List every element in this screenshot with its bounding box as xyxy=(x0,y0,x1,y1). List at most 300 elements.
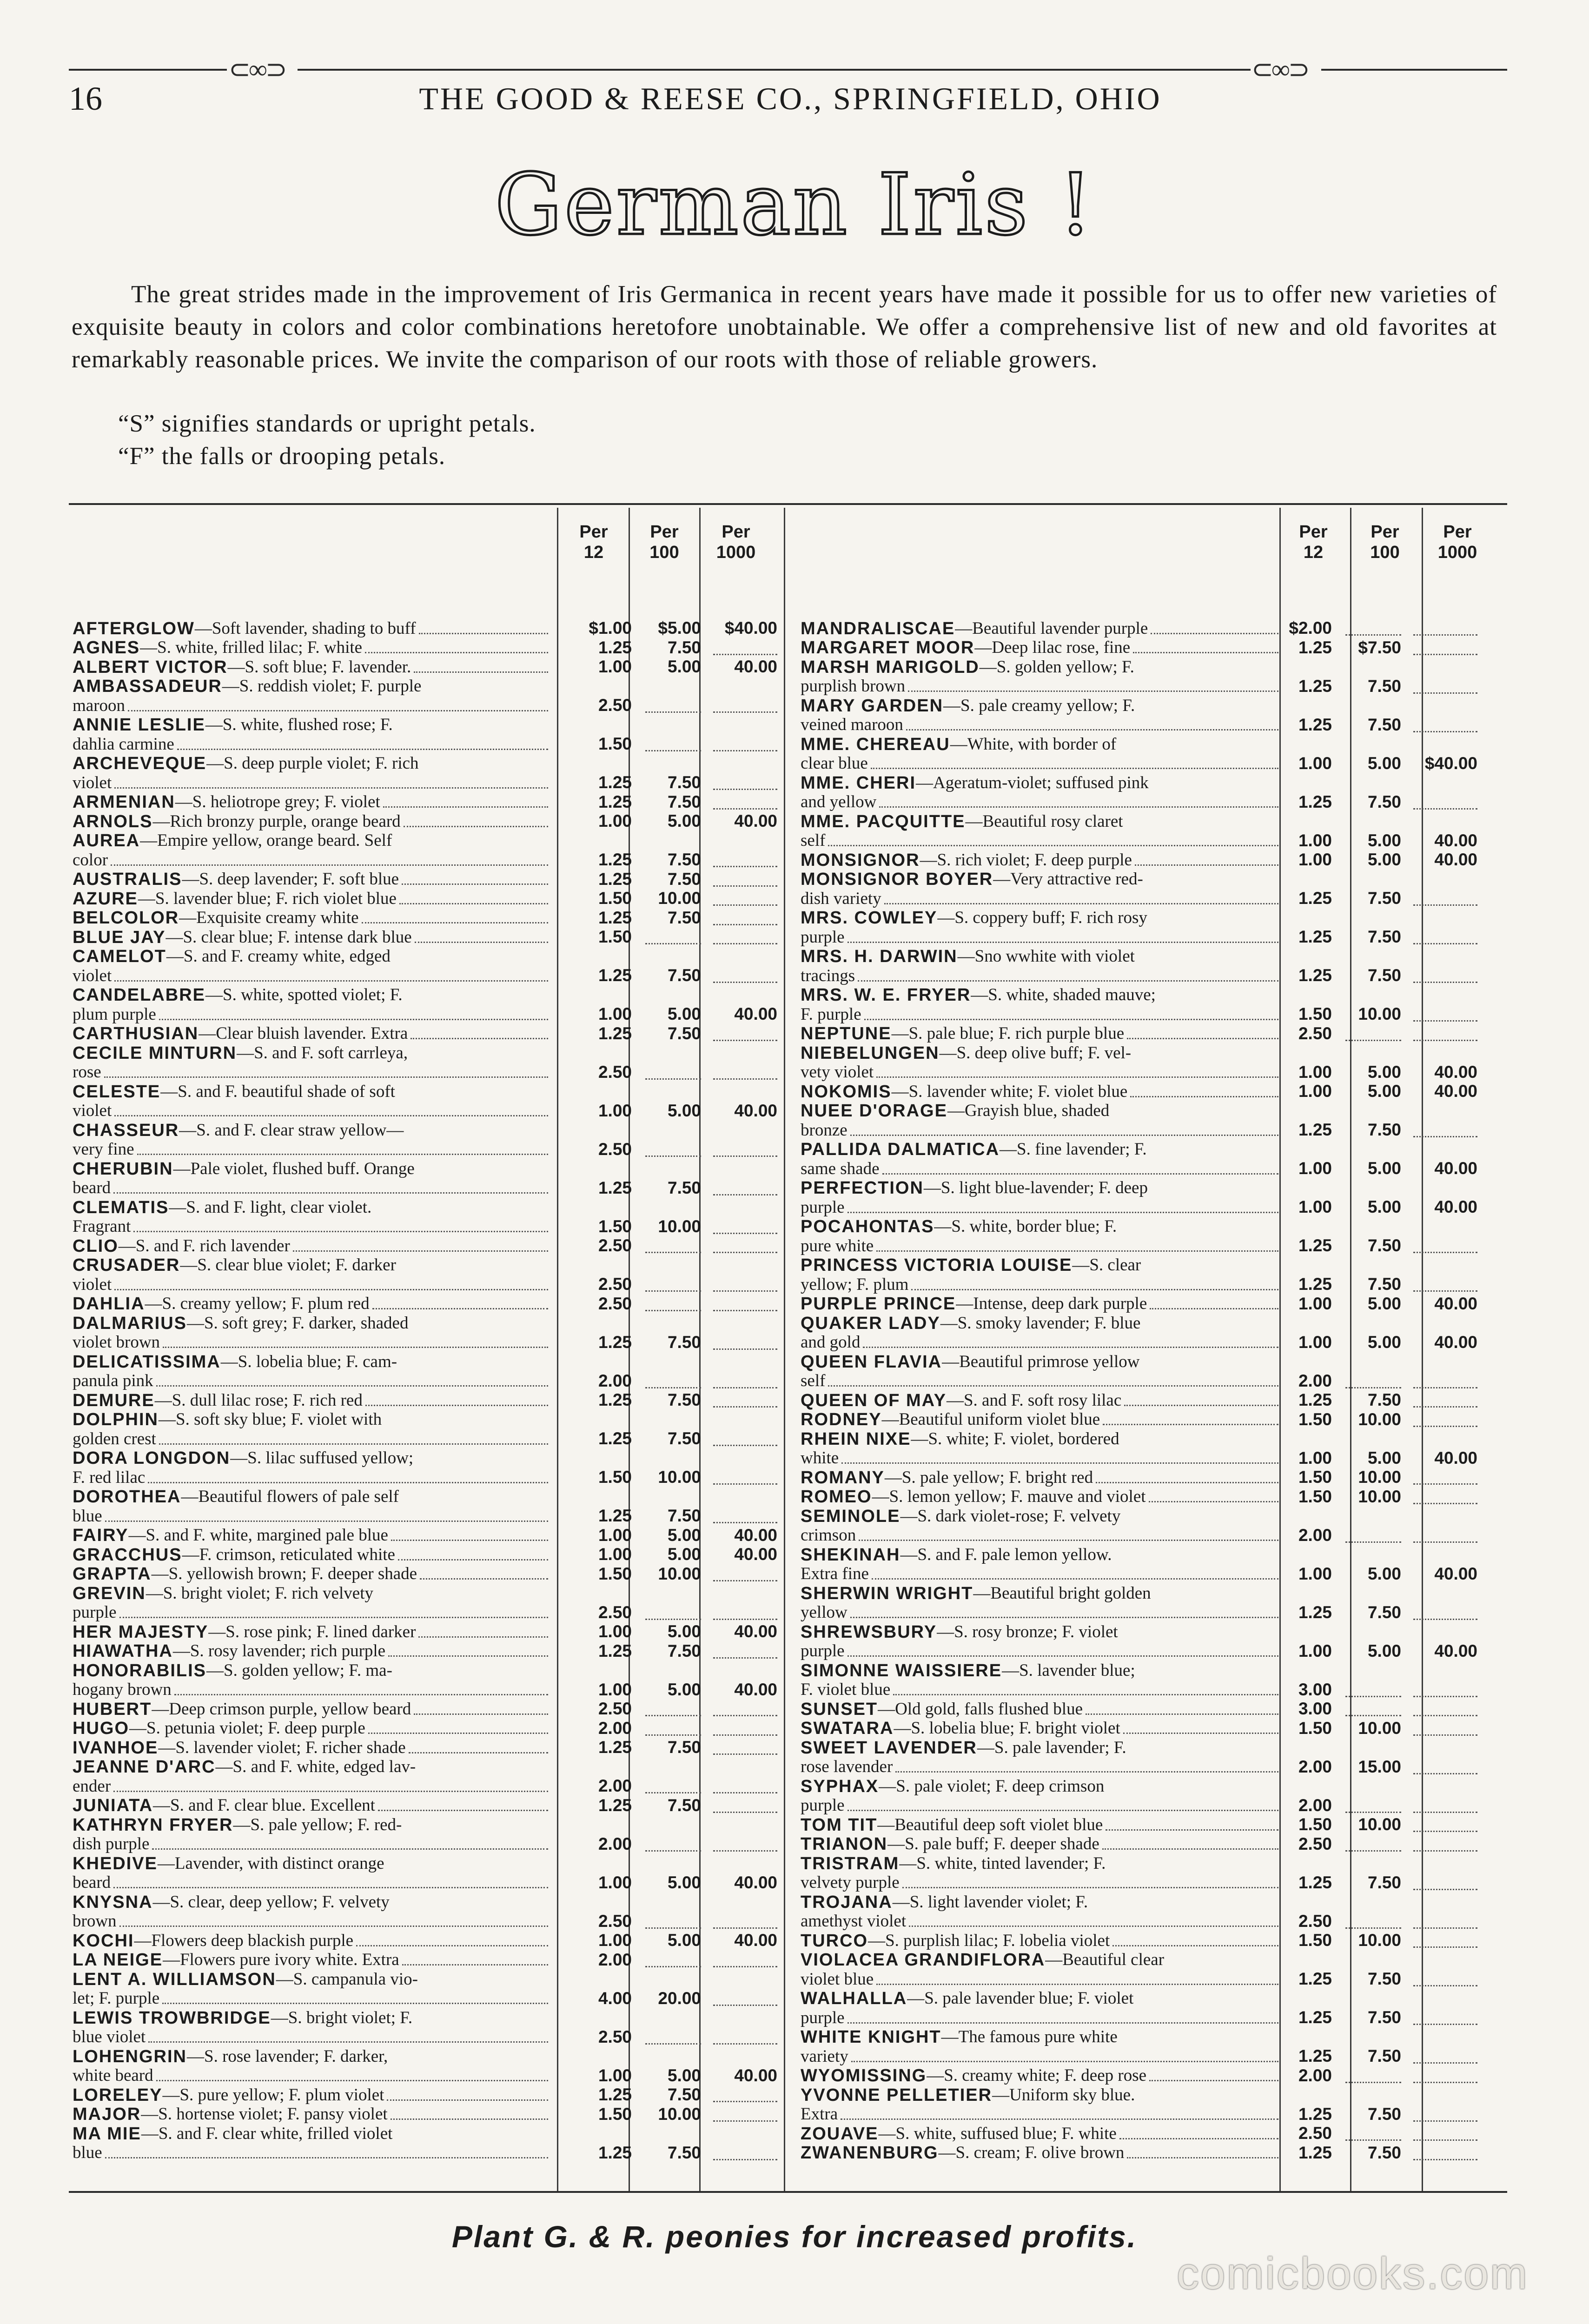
note-standards: “S” signifies standards or upright petals. xyxy=(118,410,536,437)
price-p1000: $40.00 xyxy=(724,618,777,637)
price-p100 xyxy=(1345,2136,1401,2141)
variety-name: CHASSEUR xyxy=(73,1120,179,1140)
entry-line xyxy=(801,1159,1279,1178)
leader-dots xyxy=(111,864,548,866)
price-p12: 1.25 xyxy=(1298,1275,1332,1294)
price-p1000 xyxy=(713,2001,777,2006)
entry-line xyxy=(801,754,1279,773)
price-p12: 2.00 xyxy=(1298,1371,1332,1390)
entry-line xyxy=(73,2143,549,2163)
price-p1000: 40.00 xyxy=(734,657,777,676)
variety-description: —Flowers pure ivory white. Extra xyxy=(163,1950,399,1969)
entry-description xyxy=(801,1719,1279,1738)
leader-dots xyxy=(414,1713,548,1715)
variety-description: —S. light lavender violet; F. xyxy=(892,1892,1088,1912)
variety-description: —S. pure yellow; F. plum violet xyxy=(162,2085,384,2105)
entry-description xyxy=(73,792,549,812)
price-p1000 xyxy=(713,1036,777,1041)
price-p1000 xyxy=(713,650,777,655)
price-p12: 1.25 xyxy=(1298,792,1332,811)
variety-description: golden crest xyxy=(73,1429,156,1448)
leader-dots xyxy=(851,2061,1278,2062)
variety-name: TOM TIT xyxy=(801,1815,878,1834)
entry-description xyxy=(801,696,1279,734)
variety-description: pure white xyxy=(801,1236,874,1255)
entry-description xyxy=(801,2085,1279,2124)
price-p1000 xyxy=(713,2039,777,2045)
variety-description: —Deep crimson purple, yellow beard xyxy=(152,1699,411,1719)
price-p1000 xyxy=(1413,1248,1477,1253)
price-p1000 xyxy=(713,2155,777,2160)
entry-description xyxy=(73,1024,549,1043)
variety-description: violet blue xyxy=(801,1969,874,1989)
price-p1000 xyxy=(1413,1499,1477,1504)
variety-name: SUNSET xyxy=(801,1699,878,1719)
variety-name: HUBERT xyxy=(73,1699,152,1719)
variety-description: violet brown xyxy=(73,1333,160,1352)
variety-description: —S. soft grey; F. darker, shaded xyxy=(186,1313,409,1333)
leader-dots xyxy=(177,749,548,750)
leader-dots xyxy=(119,1926,548,1927)
column-header-per100 xyxy=(634,522,695,563)
entry-description xyxy=(73,927,549,947)
entry-line xyxy=(801,618,1279,638)
variety-name: KATHRYN FRYER xyxy=(73,1815,233,1834)
price-p1000 xyxy=(713,1846,777,1852)
price-p1000 xyxy=(713,920,777,925)
leader-dots xyxy=(402,883,548,885)
price-p12: 1.25 xyxy=(1298,715,1332,734)
entry-line xyxy=(801,1101,1279,1121)
price-p12: 1.25 xyxy=(598,908,632,927)
leader-dots xyxy=(402,1964,548,1965)
leader-dots xyxy=(356,1945,548,1946)
note-falls: “F” the falls or drooping petals. xyxy=(118,443,446,470)
price-p1000 xyxy=(713,2117,777,2122)
variety-name: CAMELOT xyxy=(73,947,166,966)
variety-description: —S. cream; F. olive brown xyxy=(938,2143,1125,2162)
entry-line xyxy=(801,1796,1279,1815)
variety-description: F. purple xyxy=(801,1004,861,1024)
entry-line xyxy=(73,1796,549,1815)
variety-description: —S. white, frilled lilac; F. white xyxy=(140,638,363,657)
entry-description xyxy=(801,1043,1279,1082)
entry-line xyxy=(801,1255,1279,1275)
price-p100: 5.00 xyxy=(667,1545,701,1564)
price-p12: 1.25 xyxy=(598,792,632,811)
entry-line xyxy=(801,1815,1279,1834)
price-p100: 7.50 xyxy=(667,1738,701,1757)
entry-line xyxy=(801,1410,1279,1429)
leader-dots xyxy=(415,942,548,943)
leader-dots xyxy=(841,1462,1278,1464)
entry-line xyxy=(73,1487,549,1507)
price-p1000 xyxy=(713,1441,777,1446)
entry-description xyxy=(73,870,549,889)
leader-dots xyxy=(104,1076,548,1078)
entry-line xyxy=(73,1892,549,1912)
entry-line xyxy=(801,1699,1279,1719)
footer-slogan: Plant G. & R. peonies for increased profits. xyxy=(451,2219,1138,2254)
entry-line xyxy=(801,1313,1279,1333)
entry-line xyxy=(801,2124,1279,2143)
entry-description xyxy=(801,1313,1279,1352)
variety-name: YVONNE PELLETIER xyxy=(801,2085,993,2105)
leader-dots xyxy=(850,1135,1278,1136)
entry-line xyxy=(73,1159,549,1178)
entry-description xyxy=(73,908,549,928)
price-p12: 1.00 xyxy=(1298,1448,1332,1467)
variety-description: —S. deep olive buff; F. vel- xyxy=(939,1043,1132,1062)
price-p12: 1.25 xyxy=(1298,889,1332,908)
leader-dots xyxy=(1102,1848,1278,1850)
price-p100: 7.50 xyxy=(667,1023,701,1043)
entry-line xyxy=(801,1236,1279,1255)
entry-description xyxy=(73,1815,549,1853)
entry-line xyxy=(801,638,1279,657)
variety-description: —S. and F. pale lemon yellow. xyxy=(900,1545,1112,1564)
entry-line xyxy=(801,657,1279,677)
variety-name: SEMINOLE xyxy=(801,1506,900,1526)
variety-name: PALLIDA DALMATICA xyxy=(801,1140,1000,1159)
price-p1000 xyxy=(1413,689,1477,694)
variety-description: ender xyxy=(73,1776,111,1796)
price-p100: $5.00 xyxy=(658,618,701,637)
leader-dots xyxy=(893,1694,1278,1695)
entry-description xyxy=(801,870,1279,908)
entry-line xyxy=(801,2143,1279,2163)
price-p1000 xyxy=(1413,2117,1477,2122)
variety-description: —S. deep lavender; F. soft blue xyxy=(182,870,399,889)
variety-description: blue xyxy=(73,2143,102,2162)
leader-dots xyxy=(410,1038,548,1039)
price-p1000 xyxy=(713,1229,777,1234)
price-p100: 7.50 xyxy=(1367,1390,1401,1409)
variety-description: —S. pale lavender blue; F. violet xyxy=(907,1989,1134,2008)
column-header-text: 1000 xyxy=(1437,543,1477,562)
price-p100: 7.50 xyxy=(667,1429,701,1448)
price-p12: 1.00 xyxy=(1298,850,1332,869)
price-p12: 1.25 xyxy=(598,1641,632,1660)
entry-line xyxy=(73,754,549,773)
price-p1000 xyxy=(713,1383,777,1388)
price-p12: 1.25 xyxy=(1298,1602,1332,1622)
price-p12: 1.50 xyxy=(598,889,632,908)
entry-description xyxy=(801,1622,1279,1660)
price-p1000 xyxy=(1413,1943,1477,1948)
price-p1000: 40.00 xyxy=(734,2065,777,2085)
entry-description xyxy=(801,2143,1279,2163)
entry-description xyxy=(73,1738,549,1757)
price-p1000 xyxy=(713,1924,777,1929)
entry-description xyxy=(73,1390,549,1410)
variety-description: —S. and F. soft carrleya, xyxy=(237,1043,408,1062)
entry-line xyxy=(73,1757,549,1777)
entry-line xyxy=(801,947,1279,966)
variety-description: —S. pale violet; F. deep crimson xyxy=(879,1776,1105,1796)
price-p100 xyxy=(645,1846,701,1852)
price-p1000 xyxy=(713,1731,777,1736)
price-p12: 2.00 xyxy=(1298,1795,1332,1815)
price-p12: 1.00 xyxy=(598,2065,632,2085)
variety-name: AFTERGLOW xyxy=(73,618,195,638)
entry-line xyxy=(73,1140,549,1159)
entry-description xyxy=(73,1082,549,1120)
variety-name: NOKOMIS xyxy=(801,1082,892,1101)
price-p100: 5.00 xyxy=(667,1622,701,1641)
variety-description: —Beautiful flowers of pale self xyxy=(181,1487,399,1506)
variety-description: tracings xyxy=(801,966,855,985)
variety-name: DAHLIA xyxy=(73,1294,145,1313)
entry-line xyxy=(801,1776,1279,1796)
price-p12: 1.25 xyxy=(1298,1236,1332,1255)
column-header-text: 100 xyxy=(1370,543,1400,562)
entry-line xyxy=(73,1062,549,1082)
price-p12: 1.00 xyxy=(1298,1062,1332,1082)
price-p1000 xyxy=(1413,1827,1477,1832)
price-p100: 10.00 xyxy=(1358,1815,1401,1834)
price-p12: 1.50 xyxy=(1298,1409,1332,1429)
price-p1000 xyxy=(1413,2058,1477,2064)
price-p1000 xyxy=(1413,1615,1477,1620)
entry-line xyxy=(73,985,549,1005)
entry-line xyxy=(73,734,549,754)
variety-description: —S. and F. clear blue. Excellent xyxy=(153,1796,375,1815)
leader-dots xyxy=(162,2003,548,2004)
leader-dots xyxy=(148,2041,548,2043)
variety-name: KOCHI xyxy=(73,1931,134,1950)
variety-description: purple xyxy=(801,1641,845,1660)
entry-description xyxy=(73,2008,549,2046)
entry-line xyxy=(801,1719,1279,1738)
price-p100 xyxy=(1345,1846,1401,1852)
price-p100: 5.00 xyxy=(1367,1197,1401,1216)
price-p100: 5.00 xyxy=(667,811,701,830)
price-p12: 1.25 xyxy=(598,1429,632,1448)
entry-description xyxy=(801,638,1279,657)
variety-name: ALBERT VICTOR xyxy=(73,657,228,677)
variety-name: ZOUAVE xyxy=(801,2124,879,2143)
price-p12: 2.50 xyxy=(598,1275,632,1294)
entry-line xyxy=(73,1178,549,1198)
entry-line xyxy=(801,1294,1279,1314)
price-p12: 2.50 xyxy=(598,1911,632,1931)
entry-description xyxy=(801,1294,1279,1314)
variety-name: MME. CHERI xyxy=(801,773,916,792)
price-p12: 4.00 xyxy=(598,1988,632,2008)
variety-name: MME. CHEREAU xyxy=(801,734,950,754)
entry-line xyxy=(73,870,549,889)
leader-dots xyxy=(1149,2080,1278,2081)
entry-line xyxy=(73,1275,549,1294)
price-p1000 xyxy=(713,746,777,751)
entry-line xyxy=(73,2027,549,2047)
leader-dots xyxy=(908,691,1278,692)
price-p100: 7.50 xyxy=(667,2085,701,2104)
entry-description xyxy=(73,715,549,754)
leader-dots xyxy=(1135,864,1278,866)
column-header-text: Per xyxy=(1443,522,1472,542)
entry-line xyxy=(801,1757,1279,1777)
price-p100: 7.50 xyxy=(1367,966,1401,985)
variety-description: —S. pale buff; F. deeper shade xyxy=(887,1834,1099,1853)
entry-line xyxy=(73,1738,549,1757)
variety-name: DALMARIUS xyxy=(73,1313,187,1333)
header-ornament-left: ⊂∞⊃ xyxy=(229,55,285,84)
variety-name: FAIRY xyxy=(73,1526,129,1545)
price-p12: 1.25 xyxy=(598,1332,632,1352)
variety-description: —S. lobelia blue; F. cam- xyxy=(220,1352,397,1371)
variety-name: RODNEY xyxy=(801,1410,882,1429)
price-p12: 1.50 xyxy=(1298,1004,1332,1023)
variety-name: CLEMATIS xyxy=(73,1197,169,1217)
entry-line xyxy=(801,1545,1279,1564)
entry-line xyxy=(73,2105,549,2124)
variety-description: —S. hortense violet; F. pansy violet xyxy=(141,2105,388,2124)
entry-line xyxy=(73,1776,549,1796)
entry-line xyxy=(73,947,549,966)
entry-description xyxy=(73,1255,549,1294)
variety-description: blue violet xyxy=(73,2027,146,2046)
price-p1000: 40.00 xyxy=(734,1622,777,1641)
price-p1000 xyxy=(1413,1422,1477,1427)
entry-line xyxy=(73,1699,549,1719)
price-p100: 7.50 xyxy=(1367,2104,1401,2124)
variety-description: —S. heliotrope grey; F. violet xyxy=(175,792,380,811)
column-header-per12 xyxy=(563,522,624,563)
leader-dots xyxy=(152,1848,548,1850)
entry-line xyxy=(73,1853,549,1873)
entry-line xyxy=(73,850,549,870)
price-p12: 1.50 xyxy=(598,2104,632,2124)
entry-description xyxy=(801,1487,1279,1507)
header-rule-right xyxy=(1321,69,1507,71)
variety-description: —S. purplish lilac; F. lobelia violet xyxy=(868,1931,1110,1950)
price-p1000 xyxy=(713,978,777,983)
price-p1000: 40.00 xyxy=(734,1525,777,1545)
variety-description: —Beautiful clear xyxy=(1045,1950,1165,1969)
entry-line xyxy=(801,1024,1279,1043)
variety-description: —S. clear xyxy=(1072,1255,1141,1275)
price-p12: 1.00 xyxy=(1298,753,1332,773)
variety-name: HER MAJESTY xyxy=(73,1622,209,1641)
leader-dots xyxy=(399,903,548,904)
price-p100 xyxy=(1345,1538,1401,1543)
entry-line xyxy=(801,1197,1279,1217)
price-p100: 7.50 xyxy=(1367,2008,1401,2027)
price-p100: 10.00 xyxy=(658,1216,701,1236)
variety-description: —S. white, spotted violet; F. xyxy=(205,985,403,1004)
entry-line xyxy=(801,1892,1279,1912)
entry-line xyxy=(73,1583,549,1603)
variety-description: —S. rosy lavender; rich purple xyxy=(172,1641,386,1660)
variety-name: IVANHOE xyxy=(73,1738,159,1757)
entry-line xyxy=(73,1101,549,1121)
price-p100: 20.00 xyxy=(658,1988,701,2008)
price-p12: 2.50 xyxy=(1298,1834,1332,1853)
leader-dots xyxy=(119,1617,548,1618)
entry-line xyxy=(73,773,549,792)
price-p12: 2.50 xyxy=(598,1062,632,1082)
page-number: 16 xyxy=(69,80,102,117)
entry-line xyxy=(801,2008,1279,2027)
entry-description xyxy=(73,1159,549,1197)
variety-name: DEMURE xyxy=(73,1390,155,1410)
entry-line xyxy=(801,2046,1279,2066)
price-p1000 xyxy=(713,1788,777,1793)
price-p1000 xyxy=(1413,1402,1477,1408)
variety-description: —S. soft sky blue; F. violet with xyxy=(159,1410,382,1429)
price-p1000: 40.00 xyxy=(1434,1332,1477,1352)
price-p100 xyxy=(645,746,701,751)
price-p1000: 40.00 xyxy=(734,1545,777,1564)
variety-name: ZWANENBURG xyxy=(801,2143,939,2162)
entry-line xyxy=(801,1217,1279,1236)
entry-description xyxy=(73,1197,549,1236)
variety-name: ROMANY xyxy=(801,1467,885,1487)
variety-description: plum purple xyxy=(73,1004,156,1024)
variety-name: MAJOR xyxy=(73,2105,141,2124)
price-p100: 7.50 xyxy=(667,1390,701,1409)
variety-name: BLUE JAY xyxy=(73,927,166,947)
variety-name: MA MIE xyxy=(73,2124,141,2143)
variety-description: —Exquisite creamy white xyxy=(179,908,359,927)
entry-line xyxy=(801,1660,1279,1680)
header-ornament-right: ⊂∞⊃ xyxy=(1251,55,1308,84)
entry-line xyxy=(73,715,549,735)
entry-line xyxy=(73,1950,549,1970)
leader-dots xyxy=(137,1154,548,1155)
variety-name: TRIANON xyxy=(801,1834,888,1853)
variety-description: —S. reddish violet; F. purple xyxy=(222,677,422,696)
entry-description xyxy=(801,1989,1279,2027)
leader-dots xyxy=(365,652,548,653)
entry-description xyxy=(801,1352,1279,1390)
price-p12: 2.50 xyxy=(598,696,632,715)
price-p1000 xyxy=(1413,978,1477,983)
price-p100: 5.00 xyxy=(667,1004,701,1023)
leader-dots xyxy=(1130,1096,1278,1097)
variety-name: DELICATISSIMA xyxy=(73,1352,221,1371)
price-p12: 2.00 xyxy=(598,1834,632,1853)
table-column-rule xyxy=(784,508,785,2191)
variety-name: KHEDIVE xyxy=(73,1853,158,1873)
leader-dots xyxy=(879,806,1278,808)
variety-name: NUEE D'ORAGE xyxy=(801,1101,947,1120)
leader-dots xyxy=(388,1655,548,1657)
entry-line xyxy=(801,2105,1279,2124)
entry-description xyxy=(73,1853,549,1892)
price-p1000: 40.00 xyxy=(1434,1197,1477,1216)
price-p100: 5.00 xyxy=(667,1525,701,1545)
entry-description xyxy=(73,1410,549,1448)
price-p12: $2.00 xyxy=(1289,618,1332,637)
variety-description: —S. pale yellow; F. bright red xyxy=(884,1467,1093,1487)
price-p12: 2.50 xyxy=(598,1294,632,1313)
price-p12: 1.25 xyxy=(1298,966,1332,985)
entry-description xyxy=(73,1757,549,1796)
price-p1000 xyxy=(1413,1885,1477,1890)
entry-line xyxy=(73,792,549,812)
price-p100: 7.50 xyxy=(1367,1872,1401,1892)
entry-line xyxy=(801,1333,1279,1352)
entry-line xyxy=(73,1236,549,1255)
price-p1000 xyxy=(1413,1769,1477,1774)
price-p12: 1.25 xyxy=(1298,2046,1332,2065)
variety-description: —S. lavender blue; F. rich violet blue xyxy=(138,889,397,908)
price-p1000 xyxy=(1413,804,1477,810)
price-p100: 5.00 xyxy=(1367,830,1401,850)
